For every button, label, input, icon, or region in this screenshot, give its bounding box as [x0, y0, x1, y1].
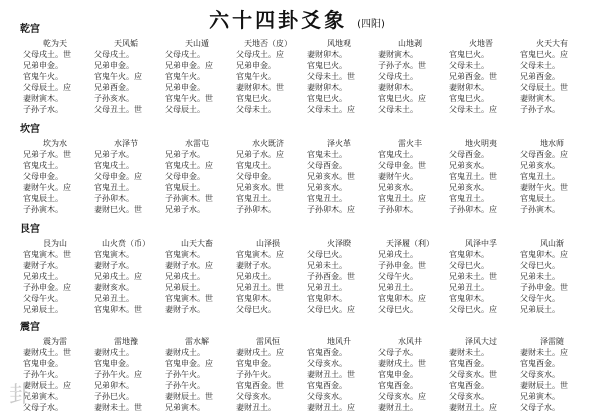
hexagram-name: 泽风大过	[465, 337, 497, 346]
yao-line: 官鬼酉金。	[520, 359, 560, 368]
yao-line: 子孙寅木。	[520, 205, 560, 214]
yao-line: 父母子水。	[378, 348, 418, 357]
yao-line: 父母巳火。	[449, 261, 489, 270]
hexagram-block	[375, 38, 445, 115]
yao-line: 父母戌土。应	[236, 50, 284, 59]
yao-line: 妻财丑土。	[378, 403, 418, 412]
yao-line: 子孙午火。	[23, 370, 63, 379]
yao-line: 官鬼戌土。	[378, 150, 418, 159]
yao-line: 父母未土。	[449, 61, 489, 70]
hexagram-block	[517, 238, 587, 315]
watermark-logo: 卦	[8, 383, 31, 408]
yao-line: 官鬼寅木。应	[236, 250, 284, 259]
yao-line: 兄弟戌土。应	[94, 272, 142, 281]
yao-line: 兄弟未土。	[307, 261, 347, 270]
yao-line: 父母午火。	[23, 294, 63, 303]
yao-line: 妻财午火。	[378, 172, 418, 181]
yao-line: 兄弟丑土。	[307, 283, 347, 292]
yao-line: 兄弟寅木。	[165, 403, 205, 412]
yao-line: 父母巳火。应	[307, 305, 355, 314]
yao-line: 子孙申金。世	[378, 261, 426, 270]
hexagram-block	[20, 138, 90, 215]
yao-line: 子孙卯木。应	[449, 205, 497, 214]
yao-line: 妻财卯木。	[307, 50, 347, 59]
yao-line: 兄弟丑土。	[94, 294, 134, 303]
yao-line: 官鬼申金。	[236, 359, 276, 368]
yao-line: 官鬼卯木。	[307, 294, 347, 303]
yao-line: 兄弟辰土。	[520, 305, 560, 314]
hexagram-name: 地风升	[327, 337, 351, 346]
yao-line: 官鬼辰土。	[165, 183, 205, 192]
yao-line: 妻财子水。	[94, 261, 134, 270]
yao-line: 父母酉金。应	[520, 150, 568, 159]
yao-line: 官鬼戌土。	[94, 161, 134, 170]
yao-line: 父母未土。应	[449, 105, 497, 114]
yao-line: 妻财子水。应	[165, 261, 213, 270]
hexagram-name: 泽火革	[327, 139, 351, 148]
yao-line: 子孙午火。	[165, 381, 205, 390]
hexagram-block	[162, 238, 232, 315]
yao-line: 官鬼卯木。	[449, 250, 489, 259]
yao-line: 父母戌土。	[165, 50, 205, 59]
yao-line: 父母戌土。	[94, 50, 134, 59]
hexagram-block	[446, 138, 516, 215]
hexagram-name: 艮为山	[43, 239, 67, 248]
yao-line: 妻财寅木。	[520, 94, 560, 103]
yao-line: 父母巳火。	[236, 305, 276, 314]
hexagram-name: 风地观	[327, 39, 351, 48]
yao-line: 官鬼卯木。应	[378, 294, 426, 303]
yao-line: 官鬼酉金。	[307, 348, 347, 357]
yao-line: 官鬼酉金。世	[236, 381, 284, 390]
yao-line: 兄弟子水。	[165, 150, 205, 159]
yao-line: 官鬼申金。	[94, 359, 134, 368]
hexagram-block	[446, 238, 516, 315]
yao-line: 父母午火。	[520, 294, 560, 303]
yao-line: 父母辰土。	[165, 105, 205, 114]
hexagram-name: 水雷屯	[185, 139, 209, 148]
yao-line: 父母午火。	[378, 272, 418, 281]
hexagram-name: 山天大畜	[181, 239, 213, 248]
yao-line: 官鬼巳火。	[449, 94, 489, 103]
palace-heading: 震宫	[20, 322, 40, 333]
yao-line: 妻财子水。	[236, 261, 276, 270]
yao-line: 兄弟戌土。	[165, 272, 205, 281]
hexagram-name: 雷地豫	[114, 337, 138, 346]
yao-line: 官鬼巳火。应	[378, 94, 426, 103]
hexagram-name: 震为雷	[43, 337, 67, 346]
yao-line: 子孙卯木。	[378, 205, 418, 214]
yao-line: 妻财寅木。	[378, 50, 418, 59]
yao-line: 官鬼巳火。	[307, 94, 347, 103]
hexagram-name: 火天大有	[536, 39, 568, 48]
hexagram-block	[233, 238, 303, 315]
yao-line: 官鬼卯木。	[236, 294, 276, 303]
yao-line: 妻财未土。应	[520, 348, 568, 357]
hexagram-block	[20, 238, 90, 315]
yao-line: 兄弟戌土。	[378, 250, 418, 259]
yao-line: 兄弟亥水。世	[307, 172, 355, 181]
hexagram-block	[304, 336, 374, 413]
yao-line: 官鬼辰土。	[520, 194, 560, 203]
yao-line: 兄弟丑土。	[449, 283, 489, 292]
yao-line: 官鬼申金。	[23, 359, 63, 368]
yao-line: 子孙申金。世	[520, 283, 568, 292]
hexagram-name: 山泽损	[256, 239, 280, 248]
yao-line: 兄弟酉金。	[94, 83, 134, 92]
yao-line: 兄弟亥水。	[307, 183, 347, 192]
yao-line: 官鬼卯木。应	[520, 250, 568, 259]
yao-line: 官鬼未土。	[307, 150, 347, 159]
hexagram-name: 雷风恒	[256, 337, 280, 346]
hexagram-name: 天风姤	[114, 39, 138, 48]
yao-line: 父母未土。世	[307, 72, 355, 81]
title-text: 六十四卦爻象	[209, 8, 348, 32]
yao-line: 官鬼午火。应	[94, 72, 142, 81]
yao-line: 父母亥水。	[449, 392, 489, 401]
yao-line: 子孙寅木。世	[165, 194, 213, 203]
yao-line: 父母申金。	[165, 172, 205, 181]
yao-line: 子孙午火。	[236, 370, 276, 379]
yao-line: 妻财辰土。应	[23, 381, 71, 390]
hexagram-name: 山地剥	[398, 39, 422, 48]
yao-line: 官鬼申金。	[378, 370, 418, 379]
yao-line: 父母亥水。	[236, 392, 276, 401]
yao-line: 兄弟子水。	[94, 150, 134, 159]
yao-line: 妻财丑土。	[236, 403, 276, 412]
yao-line: 官鬼丑土。	[236, 194, 276, 203]
yao-line: 官鬼戌土。	[23, 161, 63, 170]
yao-line: 官鬼酉金。	[449, 359, 489, 368]
yao-line: 官鬼寅木。	[165, 250, 205, 259]
yao-line: 妻财辰土。世	[165, 392, 213, 401]
yao-line: 兄弟酉金。世	[449, 72, 497, 81]
yao-line: 兄弟申金。	[94, 61, 134, 70]
yao-line: 妻财亥水。	[94, 283, 134, 292]
palace-heading: 艮宫	[20, 224, 40, 235]
yao-line: 妻财子水。	[165, 305, 205, 314]
yao-line: 父母亥水。世	[449, 370, 497, 379]
yao-line: 官鬼酉金。	[307, 381, 347, 390]
yao-line: 兄弟亥水。	[449, 183, 489, 192]
hexagram-name: 天地否（皮）	[244, 39, 292, 48]
palace-heading: 乾宫	[20, 24, 40, 35]
yao-line: 兄弟亥水。	[449, 161, 489, 170]
yao-line: 父母戌土。	[378, 72, 418, 81]
yao-line: 父母亥水。	[520, 370, 560, 379]
yao-line: 官鬼寅木。世	[165, 294, 213, 303]
yao-line: 官鬼丑土。	[449, 194, 489, 203]
yao-line: 子孙午火。	[165, 370, 205, 379]
yao-line: 父母未土。	[520, 61, 560, 70]
page-title	[0, 8, 594, 37]
yao-line: 兄弟寅木。	[23, 392, 63, 401]
hexagram-block	[517, 38, 587, 115]
yao-line: 兄弟未土。	[520, 272, 560, 281]
yao-line: 妻财丑土。世	[307, 370, 355, 379]
yao-line: 官鬼丑土。	[520, 172, 560, 181]
yao-line: 父母戌土。世	[23, 50, 71, 59]
hexagram-name: 泽雷随	[540, 337, 564, 346]
hexagram-name: 地水师	[540, 139, 564, 148]
yao-line: 父母亥水。应	[378, 392, 426, 401]
hexagram-name: 风山渐	[540, 239, 564, 248]
yao-line: 兄弟申金。	[165, 83, 205, 92]
yao-line: 子孙卯木。应	[307, 205, 355, 214]
yao-line: 兄弟戌土。	[23, 272, 63, 281]
yao-line: 兄弟申金。	[236, 61, 276, 70]
yao-line: 兄弟丑土。世	[236, 283, 284, 292]
yao-line: 子孙卯木。	[236, 205, 276, 214]
yao-line: 妻财午火。世	[520, 183, 568, 192]
yao-line: 兄弟申金。	[23, 61, 63, 70]
yao-line: 妻财戌土。世	[378, 359, 426, 368]
yao-line: 官鬼辰土。	[23, 194, 63, 203]
yao-line: 妻财戌土。	[165, 348, 205, 357]
hexagram-name: 山火贲（币）	[102, 239, 150, 248]
yao-line: 官鬼丑土。世	[449, 172, 497, 181]
yao-line: 兄弟酉金。	[520, 72, 560, 81]
hexagram-block	[446, 38, 516, 115]
hexagram-name: 雷水解	[185, 337, 209, 346]
yao-line: 子孙子水。	[23, 105, 63, 114]
yao-line: 妻财巳火。世	[94, 205, 142, 214]
yao-line: 父母丑土。世	[94, 105, 142, 114]
yao-line: 兄弟亥水。	[378, 183, 418, 192]
yao-line: 官鬼戌土。	[236, 161, 276, 170]
yao-line: 父母未土。	[236, 105, 276, 114]
yao-line: 官鬼酉金。	[449, 381, 489, 390]
yao-line: 兄弟辰土。	[23, 305, 63, 314]
yao-line: 子孙子水。	[520, 105, 560, 114]
yao-line: 官鬼丑土。	[94, 183, 134, 192]
yao-line: 兄弟子水。	[165, 205, 205, 214]
yao-line: 父母巳火。	[307, 250, 347, 259]
hexagram-block	[375, 238, 445, 315]
yao-line: 子孙申金。应	[23, 283, 71, 292]
hexagram-name: 乾为天	[43, 39, 67, 48]
hexagram-block	[20, 38, 90, 115]
yao-line: 妻财辰土。世	[520, 381, 568, 390]
yao-line: 官鬼午火。	[165, 72, 205, 81]
yao-line: 妻财寅木。	[23, 94, 63, 103]
yao-line: 妻财子水。	[23, 261, 63, 270]
hexagram-name: 天山遁	[185, 39, 209, 48]
yao-line: 子孙卯木。	[94, 194, 134, 203]
yao-line: 父母申金。世	[378, 161, 426, 170]
yao-line: 官鬼午火。	[23, 72, 63, 81]
yao-line: 子孙巳火。	[94, 392, 134, 401]
yao-line: 父母酉金。	[307, 161, 347, 170]
yao-line: 妻财未土。世	[94, 403, 142, 412]
yao-line: 妻财卯木。	[307, 83, 347, 92]
yao-line: 父母子水。	[23, 403, 63, 412]
yao-line: 官鬼丑土。应	[378, 194, 426, 203]
hexagram-name: 坎为水	[43, 139, 67, 148]
hexagram-block	[233, 336, 303, 413]
yao-line: 父母巳火。	[520, 261, 560, 270]
yao-line: 兄弟亥水。	[520, 161, 560, 170]
yao-line: 妻财卯木。世	[236, 83, 284, 92]
palace-heading: 坎宫	[20, 124, 40, 135]
hexagram-block	[91, 336, 161, 413]
hexagram-block	[233, 38, 303, 115]
yao-line: 子孙子水。世	[378, 61, 426, 70]
yao-line: 兄弟子水。应	[236, 150, 284, 159]
yao-line: 子孙午火。应	[94, 370, 142, 379]
yao-line: 父母未土。应	[307, 105, 355, 114]
yao-line: 官鬼午火。世	[165, 94, 213, 103]
yao-line: 兄弟子水。世	[23, 150, 71, 159]
hexagram-name: 天泽履（利）	[386, 239, 434, 248]
hexagram-name: 水风井	[398, 337, 422, 346]
yao-line: 父母巳火。应	[449, 305, 497, 314]
yao-line: 父母亥水。	[307, 392, 347, 401]
yao-line: 官鬼巳火。	[449, 50, 489, 59]
yao-line: 兄弟未土。世	[449, 272, 497, 281]
yao-line: 兄弟戌土。	[236, 272, 276, 281]
yao-line: 官鬼戌土。应	[165, 161, 213, 170]
hexagram-block	[91, 138, 161, 215]
hexagram-block	[304, 238, 374, 315]
yao-line: 妻财丑土。应	[449, 403, 497, 412]
yao-line: 子孙寅木。	[23, 205, 63, 214]
yao-line: 妻财卯木。	[449, 83, 489, 92]
yao-line: 子孙酉金。世	[307, 272, 355, 281]
yao-line: 官鬼寅木。世	[23, 250, 71, 259]
yao-line: 妻财未土。	[449, 348, 489, 357]
hexagram-block	[517, 336, 587, 413]
yao-line: 兄弟申金。应	[165, 61, 213, 70]
title-subtitle: (四阳)	[357, 19, 385, 30]
hexagram-name: 火地晋	[469, 39, 493, 48]
yao-line: 兄弟卯木。	[94, 381, 134, 390]
hexagram-block	[162, 138, 232, 215]
hexagram-block	[304, 138, 374, 215]
yao-line: 妻财戌土。世	[23, 348, 71, 357]
hexagram-name: 水火既济	[252, 139, 284, 148]
yao-line: 兄弟亥水。世	[236, 183, 284, 192]
yao-line: 父母子水。	[520, 403, 560, 412]
yao-line: 官鬼申金。应	[165, 359, 213, 368]
yao-line: 父母亥水。	[307, 359, 347, 368]
hexagram-block	[375, 138, 445, 215]
yao-line: 父母辰土。应	[23, 83, 71, 92]
yao-line: 妻财戌土。	[94, 348, 134, 357]
yao-line: 父母申金。应	[94, 172, 142, 181]
hexagram-name: 火泽睽	[327, 239, 351, 248]
hexagram-name: 雷火丰	[398, 139, 422, 148]
yao-line: 父母巳火。	[378, 305, 418, 314]
yao-line: 兄弟丑土。	[378, 283, 418, 292]
yao-line: 妻财午火。应	[23, 183, 71, 192]
yao-line: 官鬼丑土。	[307, 194, 347, 203]
yao-line: 官鬼巳火。应	[520, 50, 568, 59]
hexagram-block	[91, 38, 161, 115]
yao-line: 父母酉金。	[449, 150, 489, 159]
yao-line: 父母未土。	[378, 105, 418, 114]
yao-line: 父母申金。	[23, 172, 63, 181]
yao-line: 官鬼卯木。世	[94, 305, 142, 314]
yao-line: 官鬼酉金。	[378, 381, 418, 390]
yao-line: 官鬼巳火。	[236, 94, 276, 103]
yao-line: 妻财丑土。应	[307, 403, 355, 412]
yao-line: 兄弟寅木。	[520, 392, 560, 401]
hexagram-block	[91, 238, 161, 315]
hexagram-block	[233, 138, 303, 215]
yao-line: 子孙亥水。	[94, 94, 134, 103]
yao-line: 父母申金。	[236, 172, 276, 181]
yao-line: 兄弟辰土。	[165, 283, 205, 292]
hexagram-block	[375, 336, 445, 413]
yao-line: 官鬼寅木。	[94, 250, 134, 259]
hexagram-block	[304, 38, 374, 115]
yao-line: 官鬼巳火。	[307, 61, 347, 70]
yao-line: 父母辰土。世	[520, 83, 568, 92]
hexagram-block	[446, 336, 516, 413]
yao-line: 妻财卯木。	[378, 83, 418, 92]
hexagram-name: 水泽节	[114, 139, 138, 148]
yao-line: 官鬼卯木。	[449, 294, 489, 303]
yao-line: 官鬼午火。	[236, 72, 276, 81]
hexagram-name: 地火明夷	[465, 139, 497, 148]
yao-line: 妻财戌土。应	[236, 348, 284, 357]
hexagram-name: 风泽中孚	[465, 239, 497, 248]
hexagram-block	[162, 38, 232, 115]
hexagram-block	[517, 138, 587, 215]
hexagram-block	[162, 336, 232, 413]
